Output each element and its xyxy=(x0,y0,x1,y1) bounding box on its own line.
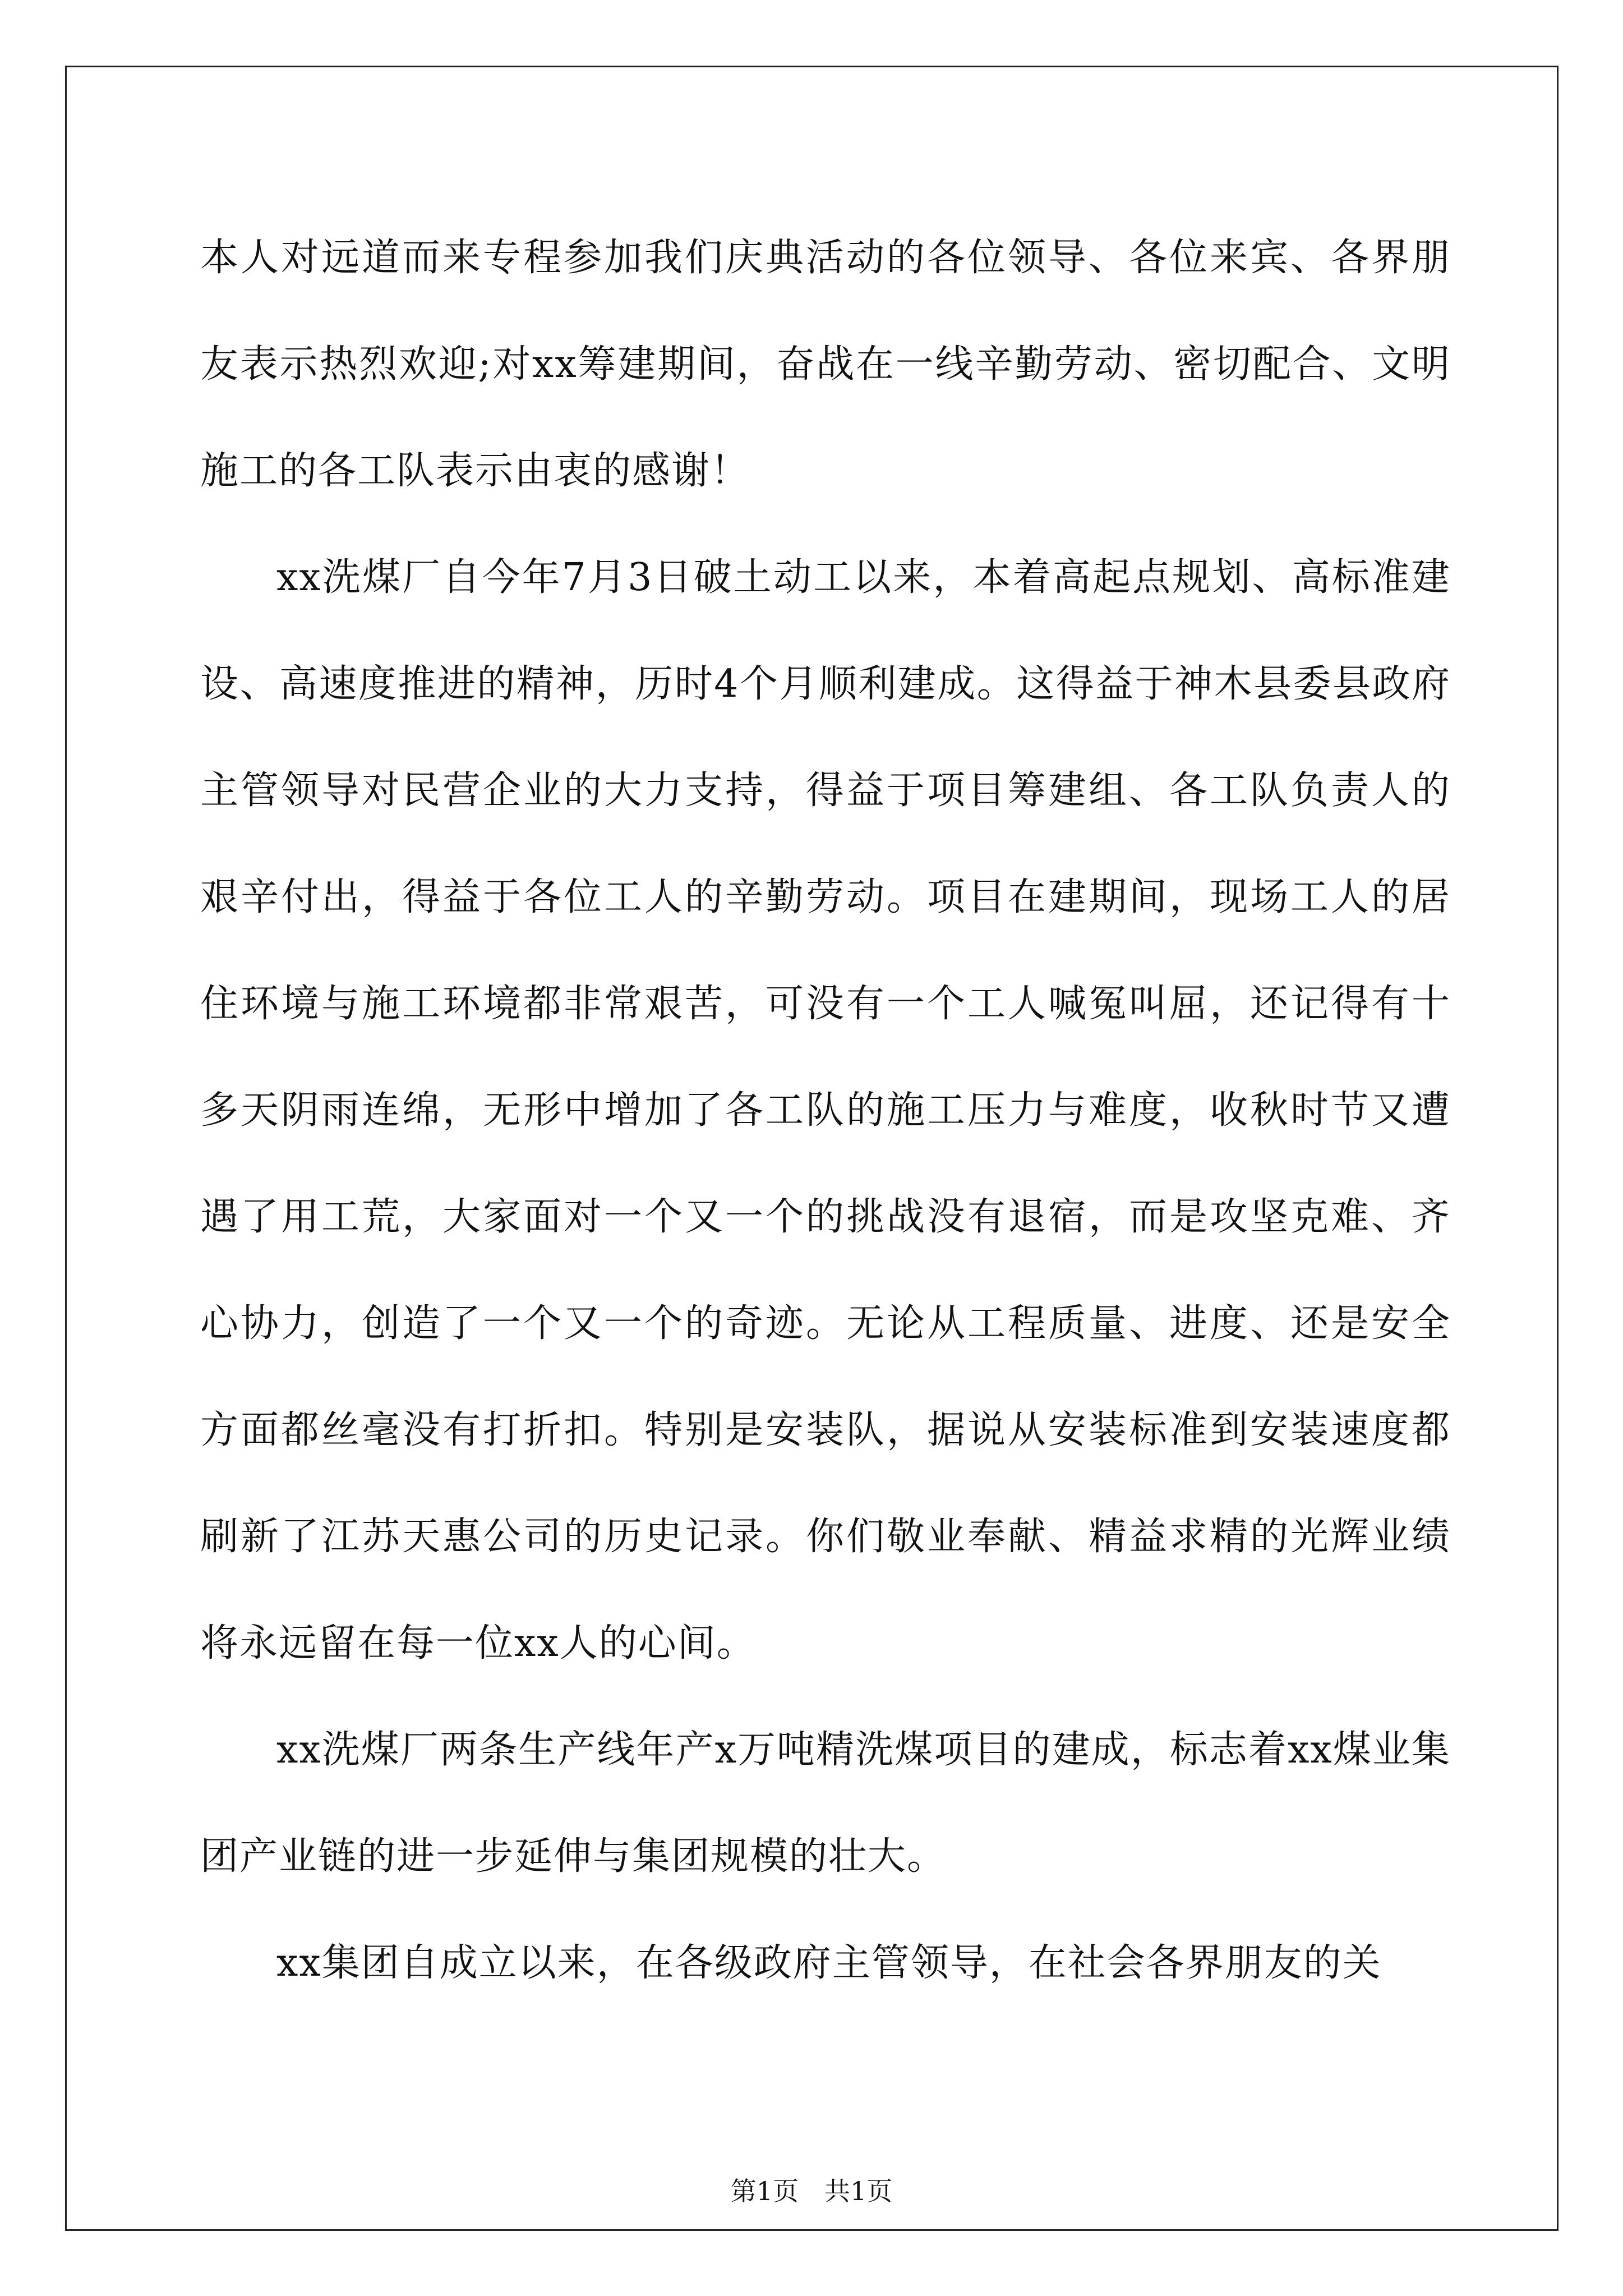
paragraph-welcome: 本人对远道而来专程参加我们庆典活动的各位领导、各位来宾、各界朋友表示热烈欢迎;对xx筹建期间，奋战在一线辛勤劳动、密切配合、文明施工的各工队表示由衷的感谢！ xyxy=(200,236,1451,493)
document-body xyxy=(200,205,1451,2017)
page-total: 共1页 xyxy=(824,2176,893,2206)
page-footer xyxy=(0,2174,1623,2208)
paragraph-production-line: xx洗煤厂两条生产线年产x万吨精洗煤项目的建成，标志着xx煤业集团产业链的进一步延伸与集团规模的壮大。 xyxy=(200,1728,1451,1879)
paragraph-construction: xx洗煤厂自今年7月3日破土动工以来，本着高起点规划、高标准建设、高速度推进的精神，历时4个月顺利建成。这得益于神木县委县政府主管领导对民营企业的大力支持，得益于项目筹建组、各工队负责人的艰辛付出，得益于各位工人的辛勤劳动。项目在建期间，现场工人的居住环境与施工环境都非常艰苦，可没有一个工人喊冤叫屈，还记得有十多天阴雨连绵，无形中增加了各工队的施工压力与难度，收秋时节又遭遇了用工荒，大家面对一个又一个的挑战没有退宿，而是攻坚克难、齐心协力，创造了一个又一个的奇迹。无论从工程质量、进度、还是安全方面都丝毫没有打折扣。特别是安装队，据说从安装标准到安装速度都刷新了江苏天惠公司的历史记录。你们敬业奉献、精益求精的光辉业绩将永远留在每一位xx人的心间。 xyxy=(200,555,1451,1665)
paragraph-group-history: xx集团自成立以来，在各级政府主管领导，在社会各界朋友的关 xyxy=(276,1941,1382,1985)
page-number: 第1页 xyxy=(730,2176,799,2206)
